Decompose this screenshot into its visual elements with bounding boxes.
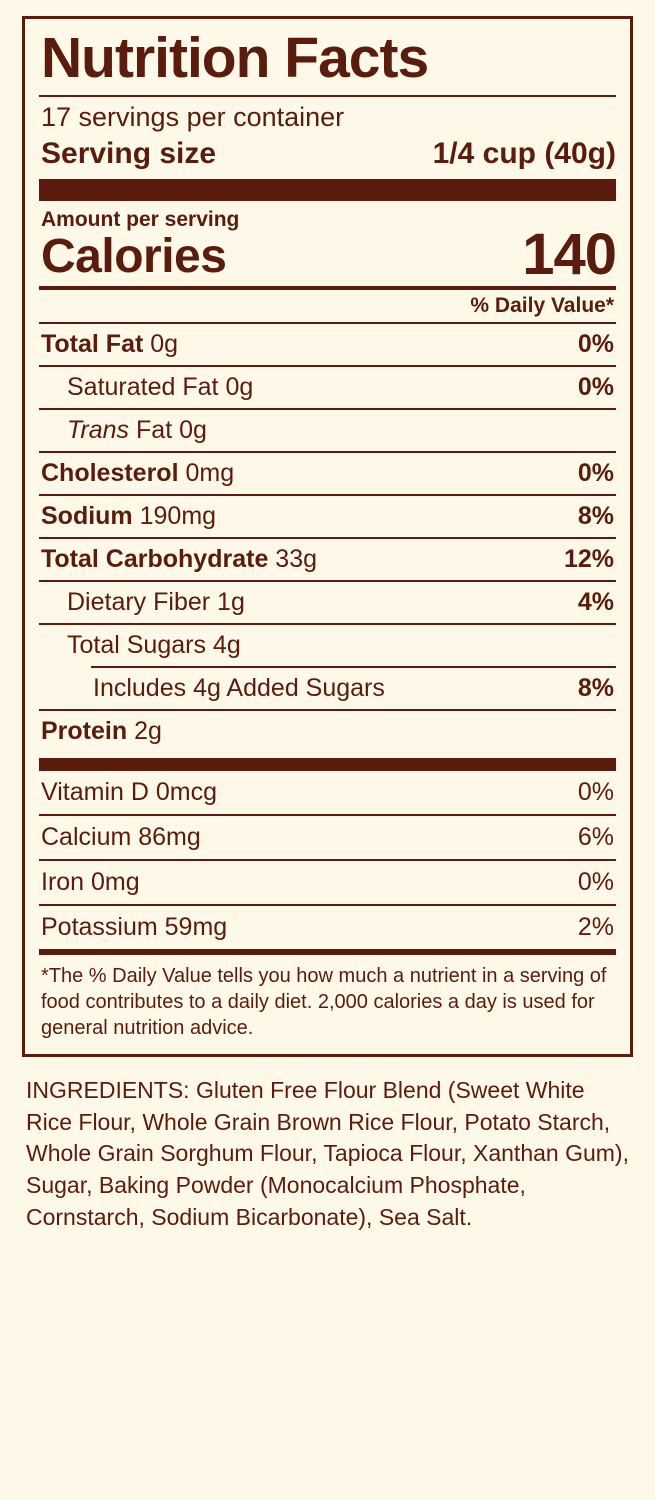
nutrient-dv: 8% [577, 501, 614, 530]
table-row [39, 625, 616, 666]
nutrient-dv: 8% [577, 673, 614, 702]
nutrient-name: Sodium 190mg [41, 501, 217, 530]
nutrient-dv: 0% [577, 329, 614, 358]
calories-row [39, 221, 616, 287]
vitamin-dv: 2% [577, 912, 614, 941]
daily-value-header: % Daily Value* [470, 293, 614, 317]
serving-size-row [41, 137, 616, 171]
table-row [39, 771, 616, 814]
serving-size-value: 1/4 cup (40g) [432, 136, 616, 170]
serving-size-label: Serving size [41, 136, 217, 170]
divider-thick-calories [39, 179, 616, 201]
table-row [39, 582, 616, 623]
vitamin-name: Vitamin D 0mcg [41, 777, 217, 806]
table-row [39, 816, 616, 859]
vitamin-dv: 0% [577, 867, 614, 896]
table-row [39, 906, 616, 949]
vitamin-name: Iron 0mg [41, 867, 140, 896]
nutrient-dv: 12% [563, 544, 614, 573]
nutrient-name: Trans Fat 0g [67, 415, 207, 444]
vitamin-dv: 6% [577, 822, 614, 851]
daily-value-footnote: *The % Daily Value tells you how much a nutrient in a serving of food contributes to a daily diet. 2,000 calories a day is used for general nutrition advice. [41, 964, 607, 1040]
vitamin-rows [39, 771, 616, 949]
table-row [39, 496, 616, 537]
table-row [39, 539, 616, 580]
table-row [39, 861, 616, 904]
amount-per-serving-label: Amount per serving [41, 207, 240, 231]
table-row [39, 410, 616, 451]
nutrient-rows [39, 324, 616, 752]
ingredients-text: INGREDIENTS: Gluten Free Flour Blend (Sweet White Rice Flour, Whole Grain Brown Rice Flour, Potato Starch, Whole Grain Sorghum Flour, Tapioca Flour, Xanthan Gum), Sugar, Baking Powder (Monocalcium Phosphate, Cornstarch, Sodium Bicarbonate), Sea Salt. [26, 1076, 629, 1230]
nutrient-name: Total Sugars 4g [67, 630, 241, 659]
nutrient-name: Total Fat 0g [41, 329, 179, 358]
nutrient-dv: 0% [577, 372, 614, 401]
nutrient-name: Dietary Fiber 1g [67, 587, 245, 616]
table-row [39, 453, 616, 494]
calories-value: 140 [522, 221, 616, 287]
divider-thick-vitamins [39, 758, 616, 771]
table-row [39, 668, 616, 709]
nutrition-facts-panel [22, 16, 633, 1057]
nutrient-name: Cholesterol 0mg [41, 458, 235, 487]
nutrient-name: Total Carbohydrate 33g [41, 544, 318, 573]
vitamin-name: Calcium 86mg [41, 822, 201, 851]
nutrient-name: Protein 2g [41, 716, 162, 745]
divider-under-title [39, 95, 616, 97]
nutrient-name: Saturated Fat 0g [67, 372, 254, 401]
calories-label: Calories [41, 229, 227, 283]
table-row [39, 367, 616, 408]
nutrient-name: Includes 4g Added Sugars [93, 673, 385, 702]
vitamin-dv: 0% [577, 777, 614, 806]
nutrient-dv: 0% [577, 458, 614, 487]
vitamin-name: Potassium 59mg [41, 912, 228, 941]
servings-per-container: 17 servings per container [41, 101, 345, 132]
nutrient-dv: 4% [577, 587, 614, 616]
table-row [39, 711, 616, 752]
table-row [39, 324, 616, 365]
page-title: Nutrition Facts [41, 26, 429, 90]
